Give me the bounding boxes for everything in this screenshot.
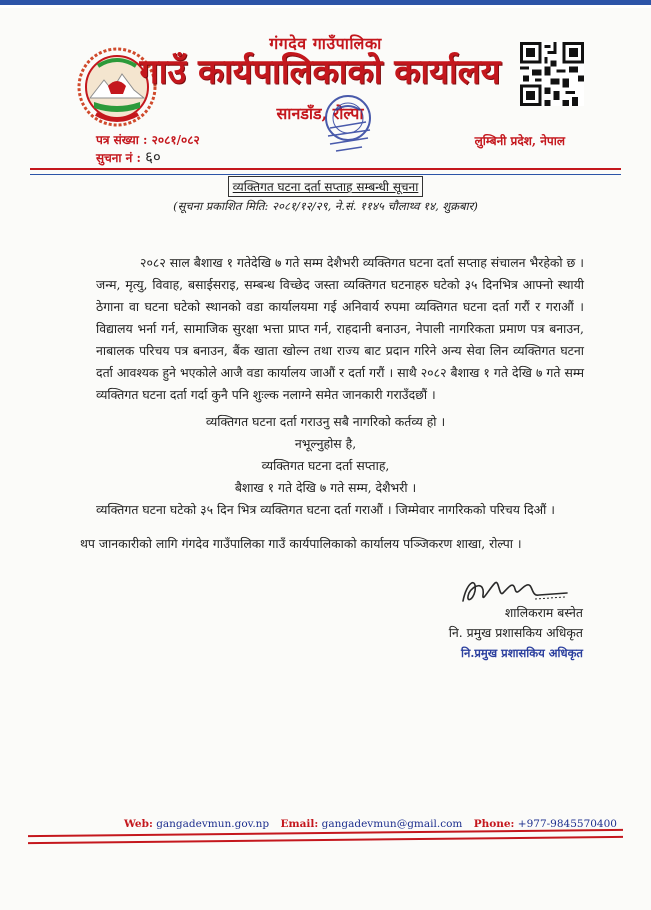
office-location: सानडाँड, रोल्पा [276, 104, 364, 123]
qr-code-icon [520, 42, 584, 106]
header-divider [30, 168, 621, 175]
slogan-line: व्यक्तिगत घटना घटेको ३५ दिन भित्र व्यक्तिगत घटना दर्ता गराऔं । जिम्मेवार नागरिकको परिचय दिऔं । [96, 502, 555, 517]
contact-info: थप जानकारीको लागि गंगदेव गाउँपालिका गाउँ कार्यपालिकाको कार्यालय पञ्जिकरण शाखा, रोल्पा । [80, 536, 522, 551]
notice-number-label: सुचना नं : [96, 151, 141, 165]
top-color-strip [0, 0, 651, 8]
letter-number-value: २०८१/०८२ [151, 133, 200, 147]
reference-block [96, 132, 200, 167]
notice-body: २०८२ साल बैशाख १ गतेदेखि ७ गते सम्म देशैभरी व्यक्तिगत घटना दर्ता सप्ताह संचालन भैरहेको छ । जन्म, मृत्यु, विवाह, बसाईसराइ, सम्बन्ध विच्छेद जस्ता व्यक्तिगत घटनाहरु घटेको ३५ दिनभित्र आफ्नो स्थायी ठेगाना वा घटना घटेको स्थानको वडा कार्यालयमा गई अनिवार्य रुपमा व्यक्तिगत घटना दर्ता गरौं र गराऔं । विद्यालय भर्ना गर्न, सामाजिक सुरक्षा भत्ता प्राप्त गर्न, राहदानी बनाउन, नेपाली नागरिकता प्रमाण पत्र बनाउन, नाबालक परिचय पत्र बनाउन, बैंक खाता खोल्न तथा राज्य बाट प्रदान गरिने अन्य सेवा लिन व्यक्तिगत घटना दर्ता आवश्यक हुने भएकोले आजै वडा कार्यालय जाऔं र दर्ता गरौं । साथै २०८२ बैशाख १ गते देखि ७ गते सम्म व्यक्तिगत घटना दर्ता गर्दा कुनै पनि शुःल्क नलाग्ने समेत जानकारी गराउँदछौं । [96, 255, 584, 402]
email-label: Email: [280, 818, 319, 830]
publish-date: (सूचना प्रकाशित मिति: २०८१/१२/२९, ने.सं. ११४५ चौलाथ्व १४, शुक्रबार) [173, 199, 478, 213]
phone-label: Phone: [473, 818, 515, 830]
slogan-line: व्यक्तिगत घटना दर्ता सप्ताह, [261, 458, 390, 473]
letter-number-label: पत्र संख्या : [96, 133, 148, 147]
signatory-block [449, 603, 583, 663]
slogan-block [60, 411, 591, 521]
province-label: लुम्बिनी प्रदेश, नेपाल [474, 134, 565, 148]
signatory-designation: नि. प्रमुख प्रशासकिय अधिकृत [448, 625, 583, 640]
phone-number[interactable]: +977-9845570400 [517, 818, 617, 830]
notice-number [96, 149, 200, 167]
office-seal-stamp-icon [300, 88, 390, 158]
letter-number [96, 132, 200, 149]
notice-number-value: ६० [145, 148, 161, 166]
municipality-name: गंगदेव गाउँपालिका [269, 34, 382, 53]
designation-stamp: नि.प्रमुख प्रशासकिय अधिकृत [460, 646, 583, 660]
slogan-line: नभूल्नुहोस है, [294, 436, 357, 451]
notice-subject-text: व्यक्तिगत घटना दर्ता सप्ताह सम्बन्धी सूचना [228, 176, 424, 197]
signatory-name: शालिकराम बस्नेत [504, 605, 583, 620]
web-label: Web: [124, 818, 153, 830]
footer-divider [28, 829, 623, 844]
email-link[interactable]: gangadevmun@gmail.com [321, 818, 463, 830]
slogan-line: व्यक्तिगत घटना दर्ता गराउनु सबै नागरिको कर्तव्य हो । [205, 414, 446, 429]
notice-subject [0, 176, 651, 197]
website-link[interactable]: gangadevmun.gov.np [156, 818, 270, 830]
slogan-line: बैशाख १ गते देखि ७ गते सम्म, देशैभरी । [234, 480, 417, 495]
footer-contact [124, 818, 617, 830]
office-title: गाउँ कार्यपालिकाको कार्यालय [139, 52, 501, 92]
